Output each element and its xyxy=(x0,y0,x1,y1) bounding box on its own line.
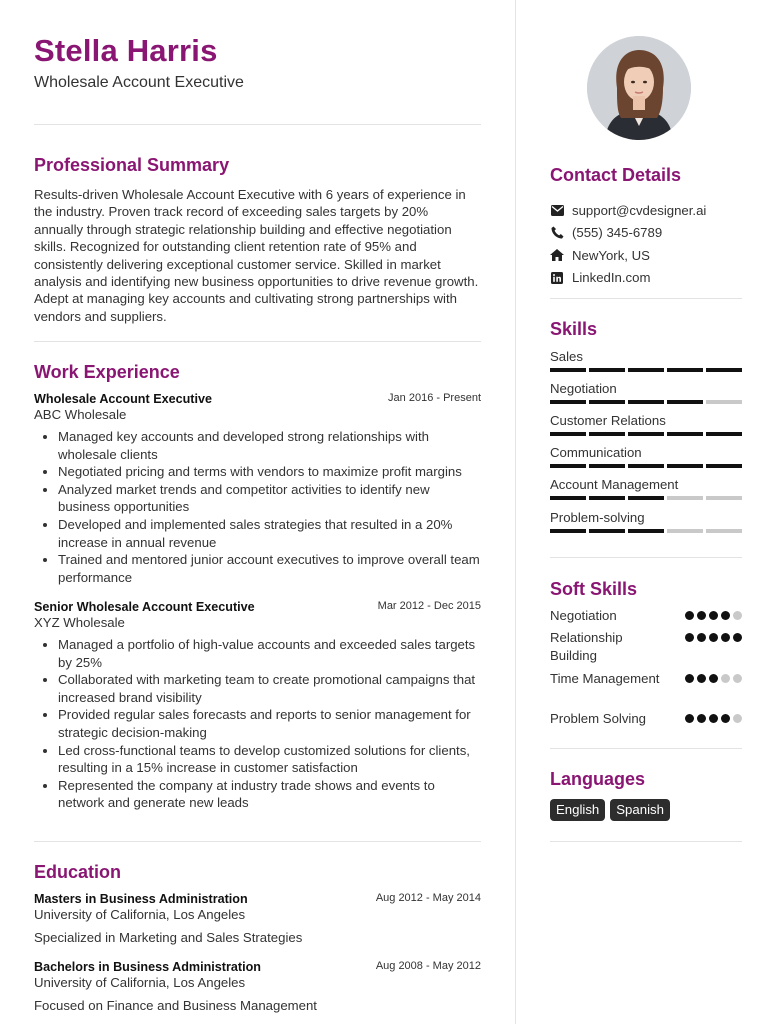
job-company: ABC Wholesale xyxy=(34,407,127,422)
column-divider xyxy=(515,0,516,1024)
candidate-role: Wholesale Account Executive xyxy=(34,74,244,91)
rating-dot xyxy=(721,611,730,620)
skill-level-segment xyxy=(667,464,703,468)
bullet-item: Collaborated with marketing team to create promotional campaigns that increased brand visibility xyxy=(34,671,481,706)
candidate-name: Stella Harris xyxy=(34,33,218,68)
soft-skill-name: Negotiation xyxy=(550,608,617,623)
rating-dot xyxy=(685,714,694,723)
rating-dot xyxy=(697,633,706,642)
skill-level-segment xyxy=(550,496,586,500)
rating-dot xyxy=(685,611,694,620)
skill-name: Account Management xyxy=(550,477,679,492)
email-text: support@cvdesigner.ai xyxy=(572,202,707,218)
skill-item xyxy=(550,381,742,404)
skill-level-bar xyxy=(550,432,742,436)
profile-photo xyxy=(587,36,691,140)
skill-item xyxy=(550,445,742,468)
contact-divider xyxy=(550,298,742,299)
skill-level-segment xyxy=(589,400,625,404)
school-name: University of California, Los Angeles xyxy=(34,975,246,990)
skill-level-segment xyxy=(550,368,586,372)
skill-level-segment xyxy=(667,432,703,436)
languages-title: Languages xyxy=(550,769,646,789)
soft-skill-rating xyxy=(685,674,742,683)
skill-level-segment xyxy=(667,368,703,372)
education-description: Specialized in Marketing and Sales Strategies xyxy=(34,930,303,945)
phone-text: (555) 345-6789 xyxy=(572,225,663,241)
skill-name: Sales xyxy=(550,349,583,364)
education-entry xyxy=(34,892,481,945)
skill-level-segment xyxy=(550,464,586,468)
summary-divider xyxy=(34,341,481,342)
degree-title: Masters in Business Administration xyxy=(34,892,248,906)
skill-level-bar xyxy=(550,464,742,468)
bullet-item: Provided regular sales forecasts and reports to senior management for strategic decision-making xyxy=(34,706,481,741)
education-date: Aug 2012 - May 2014 xyxy=(375,892,481,904)
rating-dot xyxy=(709,633,718,642)
job-entry xyxy=(34,600,481,812)
rating-dot xyxy=(721,714,730,723)
skill-item xyxy=(550,477,742,500)
job-date: Mar 2012 - Dec 2015 xyxy=(377,600,481,612)
skill-level-bar xyxy=(550,400,742,404)
skill-name: Communication xyxy=(550,445,642,460)
soft-skill-item xyxy=(550,629,742,665)
language-chip: Spanish xyxy=(610,799,670,821)
bullet-item: Developed and implemented sales strategies that resulted in a 20% increase in annual revenue xyxy=(34,516,481,551)
linkedin-icon xyxy=(550,271,564,285)
soft-skill-rating xyxy=(685,633,742,642)
language-chip: English xyxy=(550,799,605,821)
skill-item xyxy=(550,349,742,372)
languages-list xyxy=(550,799,670,821)
skill-level-segment xyxy=(706,464,742,468)
rating-dot xyxy=(733,633,742,642)
home-icon xyxy=(550,248,564,262)
education-title: Education xyxy=(34,862,122,882)
skill-item xyxy=(550,413,742,436)
rating-dot xyxy=(685,674,694,683)
bullet-item: Led cross-functional teams to develop customized solutions for clients, resulting in a 15% increase in customer satisfaction xyxy=(34,742,481,777)
soft-skills-title: Soft Skills xyxy=(550,579,638,599)
education-description: Focused on Finance and Business Management xyxy=(34,998,317,1013)
skill-level-segment xyxy=(628,496,664,500)
experience-title: Work Experience xyxy=(34,362,180,382)
skill-level-segment xyxy=(550,432,586,436)
location-text: NewYork, US xyxy=(572,247,650,263)
rating-dot xyxy=(697,674,706,683)
degree-title: Bachelors in Business Administration xyxy=(34,960,261,974)
soft-skill-item xyxy=(550,607,742,625)
job-date: Jan 2016 - Present xyxy=(388,392,481,404)
soft-skill-name: Relationship Building xyxy=(550,630,623,663)
bullet-item: Analyzed market trends and competitor activities to identify new business opportunities xyxy=(34,481,481,516)
skill-level-bar xyxy=(550,496,742,500)
skill-name: Negotiation xyxy=(550,381,617,396)
skills-title: Skills xyxy=(550,319,598,339)
soft-skill-name: Time Management xyxy=(550,671,660,686)
soft-skills-divider xyxy=(550,748,742,749)
job-entry xyxy=(34,392,481,586)
rating-dot xyxy=(721,674,730,683)
contact-location xyxy=(550,244,742,267)
rating-dot xyxy=(685,633,694,642)
summary-title: Professional Summary xyxy=(34,155,230,175)
bullet-item: Managed key accounts and developed strong relationships with wholesale clients xyxy=(34,428,481,463)
summary-text: Results-driven Wholesale Account Executive with 6 years of experience in the industry. Proven track record of exceeding sales targets by 20% annually through strategic relationship building and effective negotiation skills. Recognized for outstanding client retention rate of 95% and consistently delivering exceptional customer service. Skilled in market analysis and identifying new business opportunities to drive revenue growth. Adept at managing key accounts and cultivating strong partnerships with vendors and suppliers. xyxy=(34,187,479,324)
contact-email[interactable] xyxy=(550,199,742,222)
header-divider xyxy=(34,124,481,125)
skill-level-segment xyxy=(706,496,742,500)
skill-level-segment xyxy=(550,529,586,533)
bullet-item: Trained and mentored junior account executives to improve overall team performance xyxy=(34,551,481,586)
job-bullets xyxy=(34,636,481,812)
rating-dot xyxy=(697,611,706,620)
skill-level-segment xyxy=(706,529,742,533)
soft-skill-item xyxy=(550,670,742,688)
experience-divider xyxy=(34,841,481,842)
skill-level-segment xyxy=(667,529,703,533)
skill-level-segment xyxy=(550,400,586,404)
rating-dot xyxy=(709,674,718,683)
skill-name: Customer Relations xyxy=(550,413,666,428)
phone-icon xyxy=(550,226,564,240)
rating-dot xyxy=(697,714,706,723)
job-title: Wholesale Account Executive xyxy=(34,392,212,406)
contact-phone[interactable] xyxy=(550,222,742,245)
bullet-item: Managed a portfolio of high-value accounts and exceeded sales targets by 25% xyxy=(34,636,481,671)
skill-level-bar xyxy=(550,529,742,533)
soft-skill-name: Problem Solving xyxy=(550,711,647,726)
skill-level-segment xyxy=(589,496,625,500)
skill-item xyxy=(550,510,742,533)
skill-level-segment xyxy=(589,464,625,468)
skill-name: Problem-solving xyxy=(550,510,645,525)
skill-level-segment xyxy=(628,368,664,372)
skill-level-segment xyxy=(628,464,664,468)
bullet-item: Represented the company at industry trade shows and events to network and generate new leads xyxy=(34,777,481,812)
job-bullets xyxy=(34,428,481,586)
languages-divider xyxy=(550,841,742,842)
rating-dot xyxy=(721,633,730,642)
rating-dot xyxy=(733,611,742,620)
rating-dot xyxy=(733,674,742,683)
skill-level-segment xyxy=(628,400,664,404)
skill-level-segment xyxy=(667,400,703,404)
education-entry xyxy=(34,960,481,1013)
soft-skill-rating xyxy=(685,714,742,723)
rating-dot xyxy=(733,714,742,723)
soft-skill-rating xyxy=(685,611,742,620)
skill-level-segment xyxy=(589,529,625,533)
rating-dot xyxy=(709,611,718,620)
skill-level-segment xyxy=(589,368,625,372)
contact-linkedin[interactable] xyxy=(550,267,742,290)
bullet-item: Negotiated pricing and terms with vendors to maximize profit margins xyxy=(34,463,481,481)
contact-list xyxy=(550,199,742,289)
skill-level-segment xyxy=(589,432,625,436)
skill-level-segment xyxy=(706,368,742,372)
contact-title: Contact Details xyxy=(550,165,682,185)
skill-level-segment xyxy=(628,432,664,436)
skills-divider xyxy=(550,557,742,558)
skill-level-segment xyxy=(706,400,742,404)
skill-level-bar xyxy=(550,368,742,372)
soft-skill-item xyxy=(550,710,742,728)
rating-dot xyxy=(709,714,718,723)
job-company: XYZ Wholesale xyxy=(34,615,125,630)
education-date: Aug 2008 - May 2012 xyxy=(375,960,481,972)
skill-level-segment xyxy=(667,496,703,500)
job-title: Senior Wholesale Account Executive xyxy=(34,600,255,614)
linkedin-text: LinkedIn.com xyxy=(572,270,651,286)
skill-level-segment xyxy=(628,529,664,533)
school-name: University of California, Los Angeles xyxy=(34,907,246,922)
envelope-icon xyxy=(550,203,564,217)
skill-level-segment xyxy=(706,432,742,436)
